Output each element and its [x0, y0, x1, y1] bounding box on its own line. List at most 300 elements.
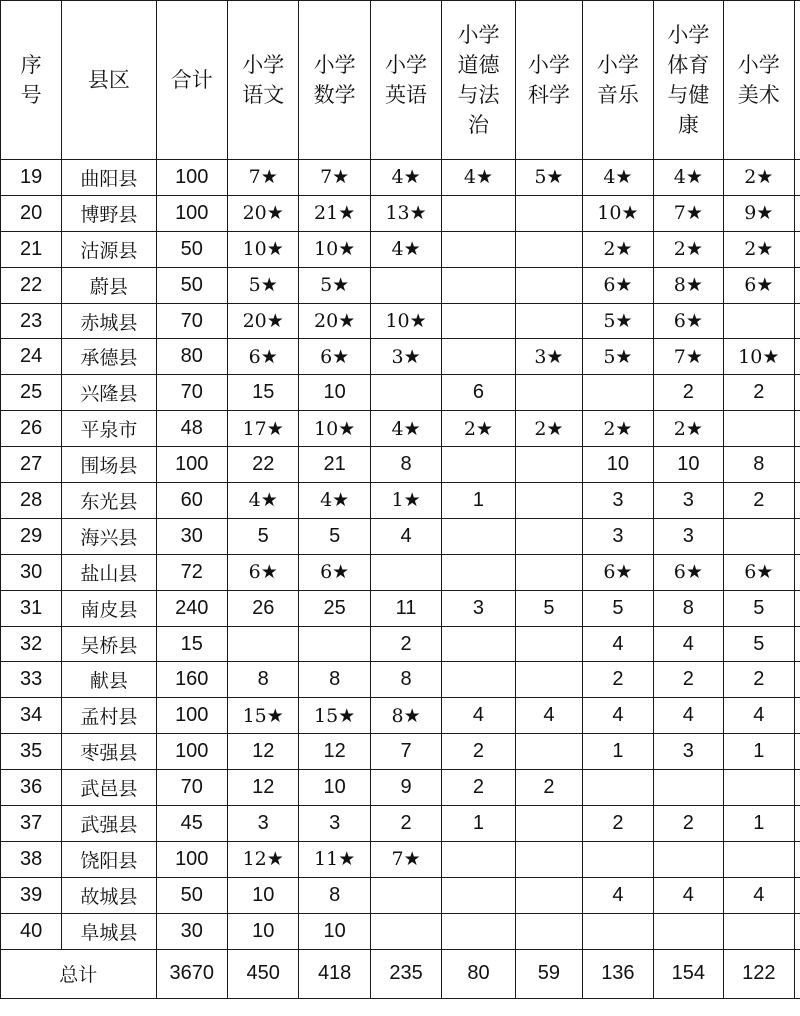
cell-science	[515, 626, 583, 662]
cell-art: 5	[724, 626, 794, 662]
row-seq: 20	[1, 195, 62, 231]
cell-english: 8	[370, 447, 441, 483]
cell-music: 10★	[583, 195, 653, 231]
cell-music: 6★	[583, 554, 653, 590]
row-cutoff-cell	[794, 375, 800, 411]
table-row	[1, 339, 800, 375]
row-cutoff-cell	[794, 231, 800, 267]
row-county: 承德县	[62, 339, 156, 375]
table-row	[1, 231, 800, 267]
row-total: 72	[156, 554, 227, 590]
header-chinese: 小学 语文	[228, 1, 299, 160]
cell-chinese: 4★	[228, 483, 299, 519]
row-total: 100	[156, 447, 227, 483]
cell-morality-law	[442, 841, 515, 877]
table-row	[1, 267, 800, 303]
cell-math: 11★	[299, 841, 370, 877]
row-county: 故城县	[62, 877, 156, 913]
table-row	[1, 411, 800, 447]
row-seq: 26	[1, 411, 62, 447]
cell-morality-law: 3	[442, 590, 515, 626]
cell-science	[515, 734, 583, 770]
total-pe-health: 154	[653, 949, 723, 998]
cell-art: 6★	[724, 267, 794, 303]
total-math: 418	[299, 949, 370, 998]
cell-art: 2★	[724, 160, 794, 196]
header-cutoff-column	[794, 1, 800, 160]
table-row	[1, 913, 800, 949]
total-science: 59	[515, 949, 583, 998]
row-county: 蔚县	[62, 267, 156, 303]
cell-math: 10	[299, 770, 370, 806]
cell-pe-health: 3	[653, 518, 723, 554]
cell-morality-law: 6	[442, 375, 515, 411]
row-total: 70	[156, 770, 227, 806]
cell-english: 4	[370, 518, 441, 554]
cell-math: 10★	[299, 411, 370, 447]
cell-art: 1	[724, 806, 794, 842]
cell-music: 2★	[583, 231, 653, 267]
cell-chinese: 7★	[228, 160, 299, 196]
cell-music: 3	[583, 483, 653, 519]
row-total: 15	[156, 626, 227, 662]
cell-math: 20★	[299, 303, 370, 339]
cell-music: 3	[583, 518, 653, 554]
total-morality-law: 80	[442, 949, 515, 998]
cell-morality-law: 4★	[442, 160, 515, 196]
row-cutoff-cell	[794, 411, 800, 447]
cell-science	[515, 447, 583, 483]
cell-art	[724, 770, 794, 806]
row-cutoff-cell	[794, 447, 800, 483]
row-county: 沽源县	[62, 231, 156, 267]
cell-morality-law	[442, 303, 515, 339]
cell-math: 5	[299, 518, 370, 554]
cell-english: 4★	[370, 160, 441, 196]
cell-chinese	[228, 626, 299, 662]
row-county: 阜城县	[62, 913, 156, 949]
cell-music: 5★	[583, 303, 653, 339]
table-row	[1, 518, 800, 554]
cell-english	[370, 375, 441, 411]
row-total: 30	[156, 913, 227, 949]
row-county: 赤城县	[62, 303, 156, 339]
cell-morality-law	[442, 195, 515, 231]
cell-math: 25	[299, 590, 370, 626]
cell-pe-health: 4	[653, 698, 723, 734]
cell-english: 13★	[370, 195, 441, 231]
row-cutoff-cell	[794, 841, 800, 877]
row-total: 70	[156, 303, 227, 339]
row-total: 70	[156, 375, 227, 411]
table-row	[1, 195, 800, 231]
cell-science	[515, 841, 583, 877]
cell-morality-law	[442, 518, 515, 554]
cell-morality-law	[442, 447, 515, 483]
cell-morality-law	[442, 877, 515, 913]
table-row	[1, 303, 800, 339]
cell-chinese: 22	[228, 447, 299, 483]
row-cutoff-cell	[794, 518, 800, 554]
cell-chinese: 3	[228, 806, 299, 842]
row-total: 100	[156, 195, 227, 231]
row-total: 48	[156, 411, 227, 447]
row-cutoff-cell	[794, 626, 800, 662]
cell-chinese: 12★	[228, 841, 299, 877]
row-county: 东光县	[62, 483, 156, 519]
row-seq: 23	[1, 303, 62, 339]
row-cutoff-cell	[794, 698, 800, 734]
row-county: 围场县	[62, 447, 156, 483]
cell-music: 4	[583, 698, 653, 734]
cell-morality-law: 4	[442, 698, 515, 734]
row-county: 饶阳县	[62, 841, 156, 877]
cell-art: 2	[724, 375, 794, 411]
cell-art: 2	[724, 662, 794, 698]
cell-english: 10★	[370, 303, 441, 339]
header-science: 小学 科学	[515, 1, 583, 160]
cell-music: 10	[583, 447, 653, 483]
row-county: 献县	[62, 662, 156, 698]
cell-art: 4	[724, 698, 794, 734]
row-seq: 30	[1, 554, 62, 590]
row-seq: 29	[1, 518, 62, 554]
cell-science	[515, 303, 583, 339]
cell-morality-law: 2	[442, 734, 515, 770]
row-total: 50	[156, 231, 227, 267]
cell-morality-law	[442, 554, 515, 590]
cell-chinese: 5★	[228, 267, 299, 303]
cell-pe-health: 7★	[653, 195, 723, 231]
row-total: 50	[156, 877, 227, 913]
row-county: 兴隆县	[62, 375, 156, 411]
cell-english: 4★	[370, 411, 441, 447]
cell-art: 2	[724, 483, 794, 519]
cell-math: 5★	[299, 267, 370, 303]
cell-english: 7★	[370, 841, 441, 877]
cell-chinese: 20★	[228, 303, 299, 339]
cell-music: 6★	[583, 267, 653, 303]
cell-music: 4	[583, 877, 653, 913]
cell-music	[583, 913, 653, 949]
row-county: 平泉市	[62, 411, 156, 447]
table-row	[1, 662, 800, 698]
table-row	[1, 806, 800, 842]
row-county: 孟村县	[62, 698, 156, 734]
cell-pe-health: 6★	[653, 303, 723, 339]
cell-pe-health	[653, 841, 723, 877]
cell-english: 4★	[370, 231, 441, 267]
cell-pe-health: 4	[653, 626, 723, 662]
cell-art: 2★	[724, 231, 794, 267]
cell-english: 8★	[370, 698, 441, 734]
cell-chinese: 6★	[228, 554, 299, 590]
row-cutoff-cell	[794, 913, 800, 949]
cell-science	[515, 375, 583, 411]
row-cutoff-cell	[794, 483, 800, 519]
cell-art	[724, 303, 794, 339]
cell-math: 8	[299, 662, 370, 698]
cell-science	[515, 267, 583, 303]
cell-morality-law	[442, 913, 515, 949]
row-seq: 22	[1, 267, 62, 303]
cell-music: 2	[583, 662, 653, 698]
cell-pe-health: 8★	[653, 267, 723, 303]
cell-science	[515, 231, 583, 267]
row-county: 博野县	[62, 195, 156, 231]
cell-math: 10★	[299, 231, 370, 267]
cell-art: 9★	[724, 195, 794, 231]
table-row	[1, 447, 800, 483]
cell-art	[724, 913, 794, 949]
total-cutoff-column	[794, 949, 800, 998]
cell-pe-health: 6★	[653, 554, 723, 590]
cell-music: 2	[583, 806, 653, 842]
row-county: 海兴县	[62, 518, 156, 554]
row-seq: 28	[1, 483, 62, 519]
row-seq: 31	[1, 590, 62, 626]
cell-music: 5★	[583, 339, 653, 375]
row-seq: 35	[1, 734, 62, 770]
cell-art: 10★	[724, 339, 794, 375]
table-row	[1, 770, 800, 806]
cell-english: 2	[370, 806, 441, 842]
row-county: 吴桥县	[62, 626, 156, 662]
row-seq: 37	[1, 806, 62, 842]
cell-science: 2★	[515, 411, 583, 447]
row-total: 100	[156, 698, 227, 734]
cell-pe-health: 2	[653, 806, 723, 842]
header-pe-health: 小学 体育 与健 康	[653, 1, 723, 160]
table-row	[1, 698, 800, 734]
cell-morality-law	[442, 339, 515, 375]
cell-art	[724, 411, 794, 447]
cell-science	[515, 483, 583, 519]
table-row	[1, 554, 800, 590]
cell-math: 21	[299, 447, 370, 483]
cell-pe-health: 3	[653, 483, 723, 519]
cell-chinese: 12	[228, 734, 299, 770]
row-county: 南皮县	[62, 590, 156, 626]
row-seq: 39	[1, 877, 62, 913]
row-cutoff-cell	[794, 339, 800, 375]
row-cutoff-cell	[794, 195, 800, 231]
cell-math: 4★	[299, 483, 370, 519]
row-total: 50	[156, 267, 227, 303]
cell-science	[515, 554, 583, 590]
cell-pe-health: 4★	[653, 160, 723, 196]
row-cutoff-cell	[794, 554, 800, 590]
header-english: 小学 英语	[370, 1, 441, 160]
cell-english	[370, 877, 441, 913]
row-cutoff-cell	[794, 303, 800, 339]
cell-chinese: 17★	[228, 411, 299, 447]
cell-chinese: 26	[228, 590, 299, 626]
cell-science: 5	[515, 590, 583, 626]
table-row	[1, 483, 800, 519]
row-cutoff-cell	[794, 877, 800, 913]
total-chinese: 450	[228, 949, 299, 998]
row-seq: 40	[1, 913, 62, 949]
cell-science	[515, 806, 583, 842]
cell-english: 11	[370, 590, 441, 626]
table-row	[1, 375, 800, 411]
cell-chinese: 12	[228, 770, 299, 806]
row-county: 武邑县	[62, 770, 156, 806]
cell-chinese: 15★	[228, 698, 299, 734]
row-total: 60	[156, 483, 227, 519]
cell-math	[299, 626, 370, 662]
cell-morality-law	[442, 662, 515, 698]
cell-music	[583, 841, 653, 877]
cell-pe-health: 2	[653, 662, 723, 698]
row-seq: 19	[1, 160, 62, 196]
cell-english	[370, 913, 441, 949]
cell-math: 7★	[299, 160, 370, 196]
row-cutoff-cell	[794, 267, 800, 303]
row-seq: 27	[1, 447, 62, 483]
row-total: 100	[156, 841, 227, 877]
cell-music: 5	[583, 590, 653, 626]
cell-science: 4	[515, 698, 583, 734]
table-row	[1, 160, 800, 196]
cell-art: 6★	[724, 554, 794, 590]
cell-math: 15★	[299, 698, 370, 734]
cell-chinese: 10	[228, 913, 299, 949]
table-row	[1, 626, 800, 662]
cell-english	[370, 267, 441, 303]
header-total: 合计	[156, 1, 227, 160]
row-cutoff-cell	[794, 160, 800, 196]
cell-science: 2	[515, 770, 583, 806]
cell-music: 4	[583, 626, 653, 662]
cell-math: 6★	[299, 554, 370, 590]
row-seq: 33	[1, 662, 62, 698]
cell-science: 5★	[515, 160, 583, 196]
cell-pe-health	[653, 770, 723, 806]
row-total: 160	[156, 662, 227, 698]
cell-english: 3★	[370, 339, 441, 375]
table-row	[1, 590, 800, 626]
cell-art	[724, 841, 794, 877]
row-cutoff-cell	[794, 734, 800, 770]
total-english: 235	[370, 949, 441, 998]
cell-english	[370, 554, 441, 590]
row-seq: 38	[1, 841, 62, 877]
cell-science	[515, 913, 583, 949]
cell-science	[515, 662, 583, 698]
cell-music	[583, 375, 653, 411]
cell-chinese: 8	[228, 662, 299, 698]
cell-math: 8	[299, 877, 370, 913]
header-seq: 序 号	[1, 1, 62, 160]
cell-pe-health: 8	[653, 590, 723, 626]
cell-science	[515, 195, 583, 231]
header-music: 小学 音乐	[583, 1, 653, 160]
cell-pe-health	[653, 913, 723, 949]
cell-art: 1	[724, 734, 794, 770]
row-cutoff-cell	[794, 662, 800, 698]
header-morality-law: 小学 道德 与法 治	[442, 1, 515, 160]
cell-english: 9	[370, 770, 441, 806]
cell-art: 8	[724, 447, 794, 483]
table-row	[1, 877, 800, 913]
cell-pe-health: 4	[653, 877, 723, 913]
cell-chinese: 10★	[228, 231, 299, 267]
header-math: 小学 数学	[299, 1, 370, 160]
row-cutoff-cell	[794, 806, 800, 842]
cell-morality-law: 2	[442, 770, 515, 806]
row-seq: 25	[1, 375, 62, 411]
header-county: 县区	[62, 1, 156, 160]
cell-english: 8	[370, 662, 441, 698]
cell-math: 10	[299, 913, 370, 949]
cell-art: 5	[724, 590, 794, 626]
row-county: 武强县	[62, 806, 156, 842]
cell-pe-health: 10	[653, 447, 723, 483]
row-total: 240	[156, 590, 227, 626]
total-art: 122	[724, 949, 794, 998]
cell-morality-law: 1	[442, 806, 515, 842]
cell-pe-health: 2	[653, 375, 723, 411]
row-total: 30	[156, 518, 227, 554]
cell-math: 6★	[299, 339, 370, 375]
row-cutoff-cell	[794, 770, 800, 806]
cell-english: 1★	[370, 483, 441, 519]
cell-chinese: 10	[228, 877, 299, 913]
cell-morality-law: 2★	[442, 411, 515, 447]
total-row	[1, 949, 800, 998]
cell-music: 2★	[583, 411, 653, 447]
total-label: 总计	[1, 949, 157, 998]
row-total: 100	[156, 160, 227, 196]
total-grand: 3670	[156, 949, 227, 998]
cell-chinese: 20★	[228, 195, 299, 231]
cell-music	[583, 770, 653, 806]
cell-art: 4	[724, 877, 794, 913]
cell-music: 4★	[583, 160, 653, 196]
cell-music: 1	[583, 734, 653, 770]
total-music: 136	[583, 949, 653, 998]
cell-science: 3★	[515, 339, 583, 375]
cell-morality-law	[442, 626, 515, 662]
cell-pe-health: 7★	[653, 339, 723, 375]
table-row	[1, 841, 800, 877]
cell-science	[515, 518, 583, 554]
cell-math: 10	[299, 375, 370, 411]
cell-math: 21★	[299, 195, 370, 231]
cell-chinese: 5	[228, 518, 299, 554]
row-county: 盐山县	[62, 554, 156, 590]
row-seq: 21	[1, 231, 62, 267]
row-seq: 36	[1, 770, 62, 806]
row-total: 45	[156, 806, 227, 842]
cell-morality-law	[442, 231, 515, 267]
row-total: 100	[156, 734, 227, 770]
cell-science	[515, 877, 583, 913]
row-county: 曲阳县	[62, 160, 156, 196]
row-seq: 32	[1, 626, 62, 662]
row-total: 80	[156, 339, 227, 375]
cell-pe-health: 2★	[653, 411, 723, 447]
row-cutoff-cell	[794, 590, 800, 626]
cell-pe-health: 2★	[653, 231, 723, 267]
cell-english: 7	[370, 734, 441, 770]
row-seq: 24	[1, 339, 62, 375]
cell-pe-health: 3	[653, 734, 723, 770]
cell-math: 12	[299, 734, 370, 770]
cell-math: 3	[299, 806, 370, 842]
